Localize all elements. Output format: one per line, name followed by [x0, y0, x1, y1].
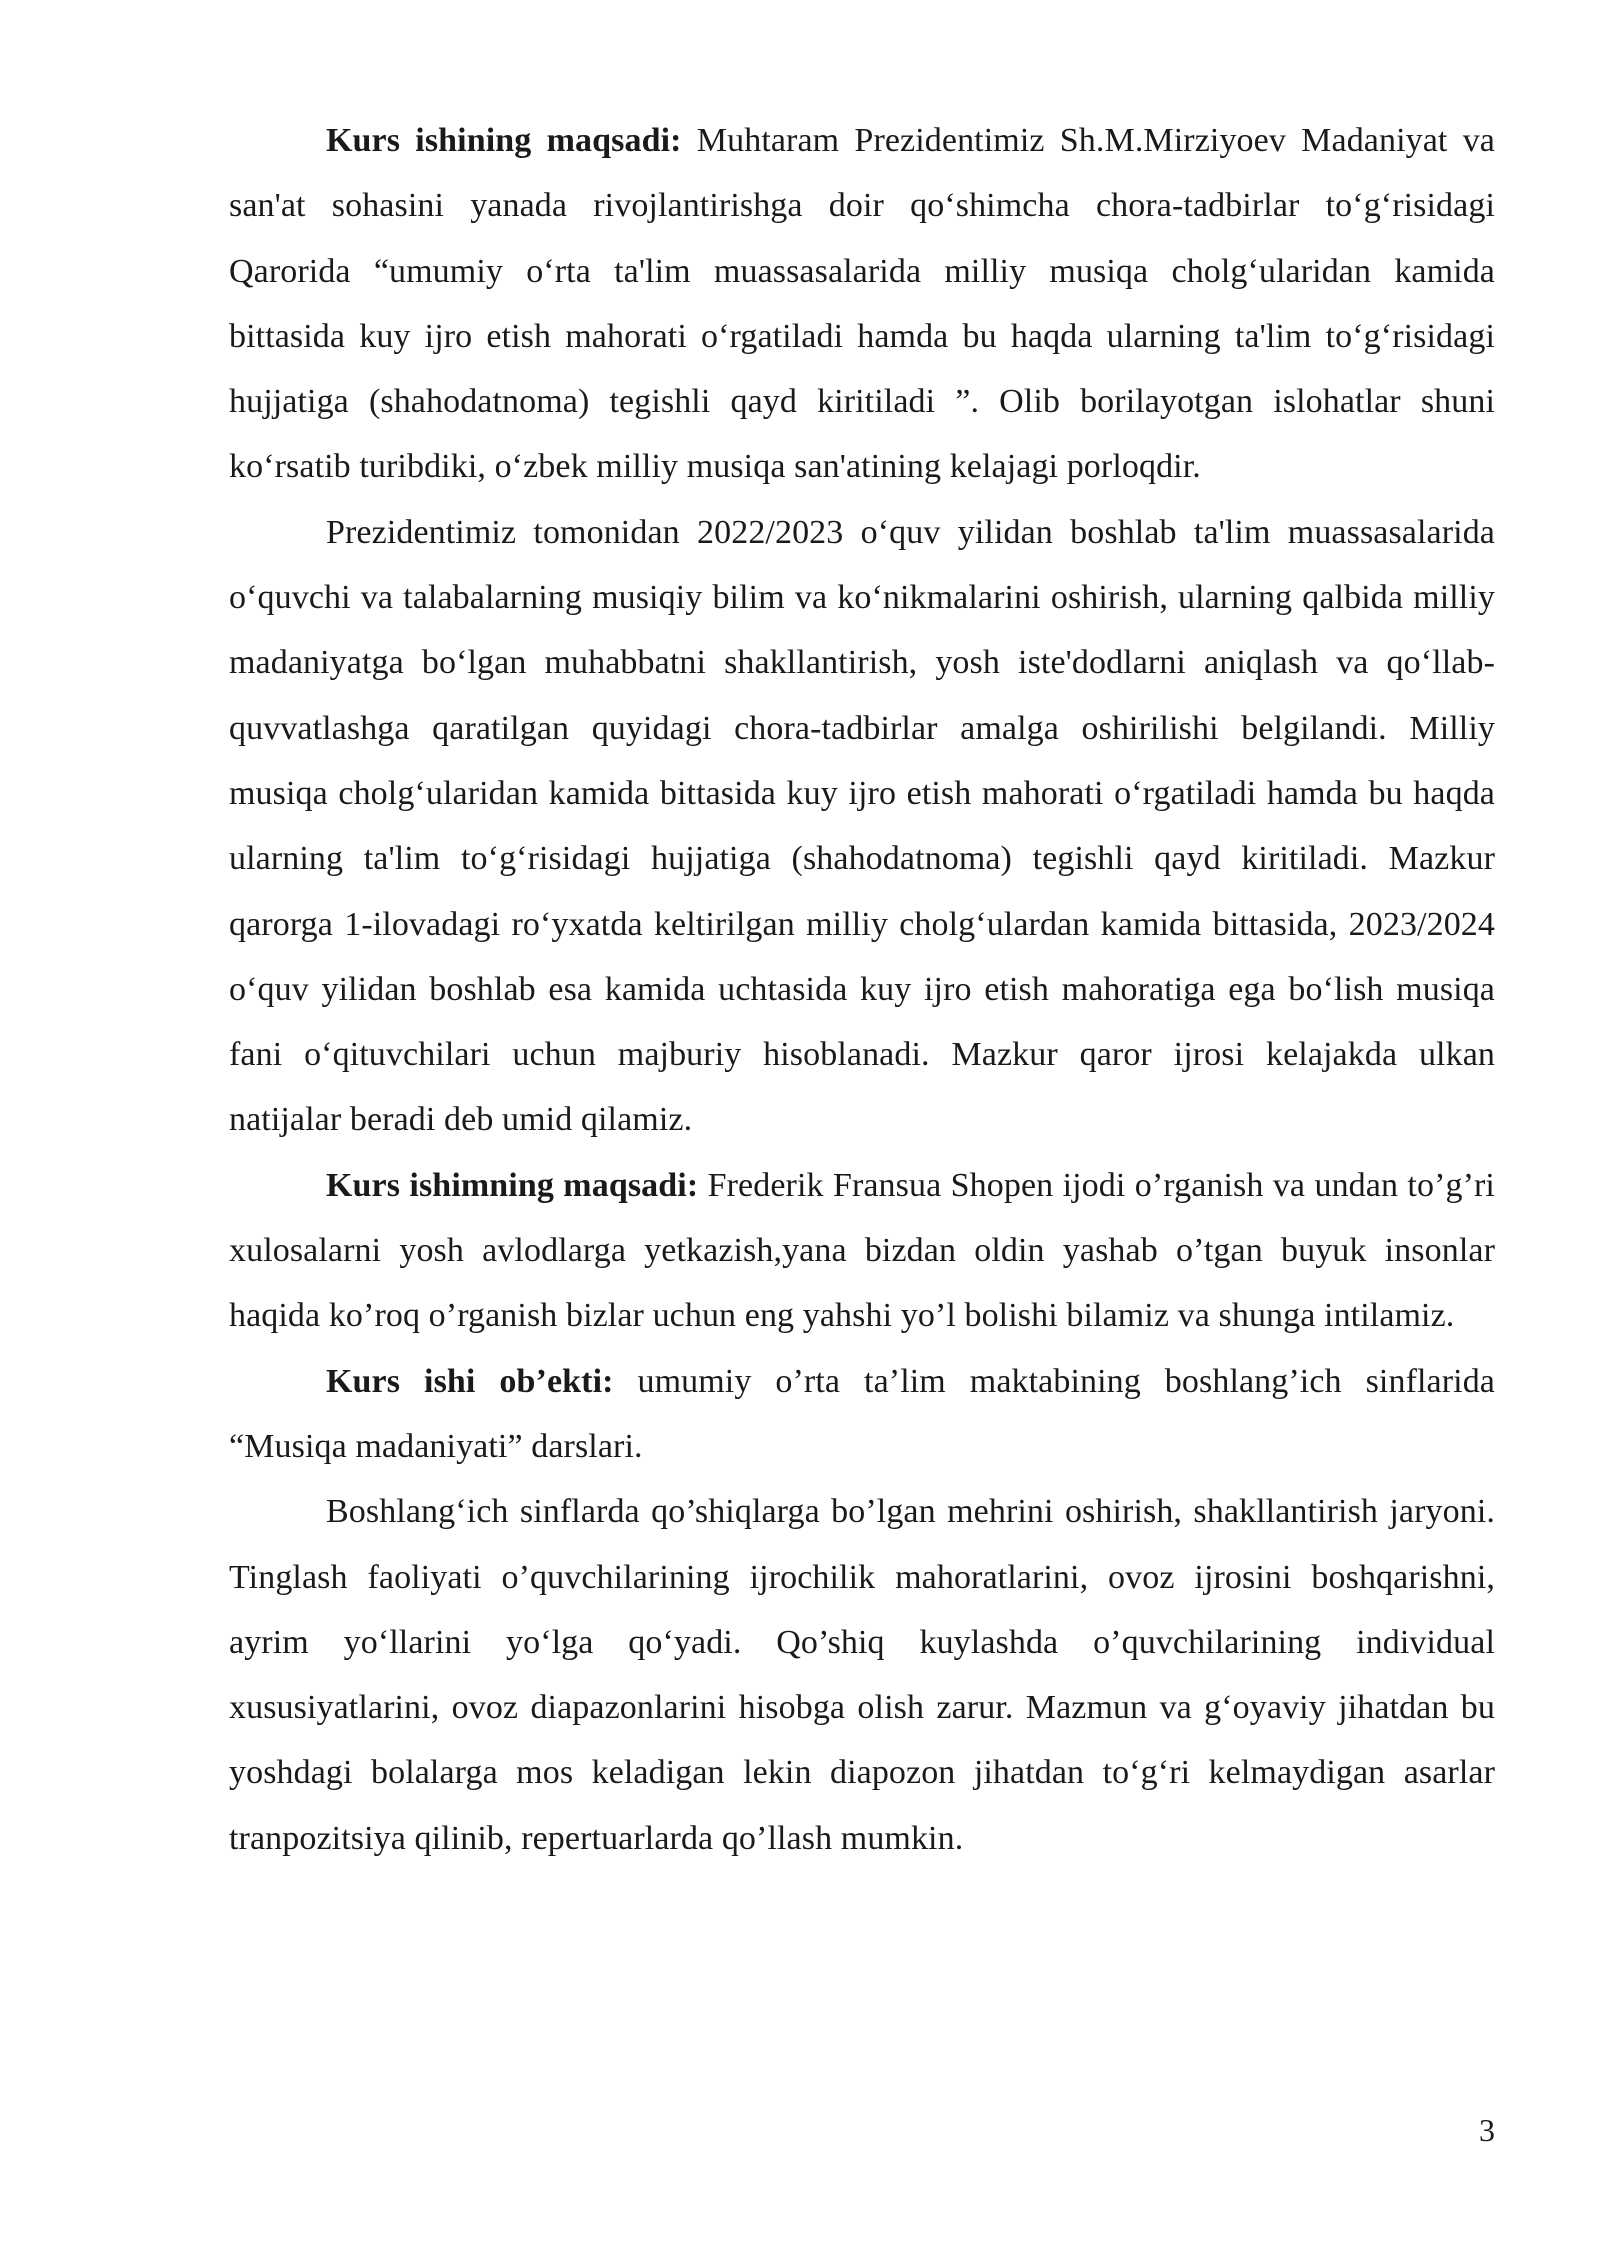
paragraph-president-decree: [229, 500, 1495, 1153]
paragraph-lead-label: Kurs ishi ob’ekti:: [326, 1362, 614, 1400]
paragraph-lead-label: Kurs ishining maqsadi:: [326, 122, 682, 159]
page-number: 3: [1479, 2112, 1495, 2148]
paragraph-lead-label: Kurs ishimning maqsadi:: [326, 1166, 699, 1204]
paragraph-my-course-goal: [229, 1153, 1495, 1349]
paragraph-text: Frederik Fransua Shopen ijodi o’rganish va undan to’g’ri xulosalarni yosh avlodlarga yetkazish,yana bizdan oldin yashab o’tgan buyuk insonlar haqida ko’roq o’rganish bizlar uchun eng yahshi yo’l bolishi bilamiz va shunga intilamiz.: [229, 1166, 1495, 1335]
document-body: [229, 108, 1495, 1871]
paragraph-text: Muhtaram Prezidentimiz Sh.M.Mirziyoev Madaniyat va san'at sohasini yanada rivojlantirishga doir qo‘shimcha chora-tadbirlar to‘g‘risidagi Qarorida “umumiy o‘rta ta'lim muassasalarida milliy musiqa cholg‘ularidan kamida bittasida kuy ijro etish mahorati o‘rgatiladi hamda bu haqda ularning ta'lim to‘g‘risidagi hujjatiga (shahodatnoma) tegishli qayd kiritiladi ”. Olib borilayotgan islohatlar shuni ko‘rsatib turibdiki, o‘zbek milliy musiqa san'atining kelajagi porloqdir.: [229, 122, 1495, 486]
paragraph-text: umumiy o’rta ta’lim maktabining boshlang’ich sinflarida “Musiqa madaniyati” darslari.: [229, 1362, 1495, 1465]
paragraph-course-object: [229, 1349, 1495, 1480]
paragraph-course-goal: [229, 108, 1495, 500]
paragraph-text: Prezidentimiz tomonidan 2022/2023 o‘quv yilidan boshlab ta'lim muassasalarida o‘quvchi va talabalarning musiqiy bilim va ko‘nikmalarini oshirish, ularning qalbida milliy madaniyatga bo‘lgan muhabbatni shakllantirish, yosh iste'dodlarni aniqlash va qo‘llab-quvvatlashga qaratilgan quyidagi chora-tadbirlar amalga oshirilishi belgilandi. Milliy musiqa cholg‘ularidan kamida bittasida kuy ijro etish mahorati o‘rgatiladi hamda bu haqda ularning ta'lim to‘g‘risidagi hujjatiga (shahodatnoma) tegishli qayd kiritiladi. Mazkur qarorga 1-ilovadagi ro‘yxatda keltirilgan milliy cholg‘ulardan kamida bittasida, 2023/2024 o‘quv yilidan boshlab esa kamida uchtasida kuy ijro etish mahoratiga ega bo‘lish musiqa fani o‘qituvchilari uchun majburiy hisoblanadi. Mazkur qaror ijrosi kelajakda ulkan natijalar beradi deb umid qilamiz.: [229, 513, 1495, 1139]
paragraph-primary-classes: [229, 1479, 1495, 1871]
paragraph-text: Boshlang‘ich sinflarda qo’shiqlarga bo’lgan mehrini oshirish, shakllantirish jaryoni. Tinglash faoliyati o’quvchilarining ijrochilik mahoratlarini, ovoz ijrosini boshqarishni, ayrim yo‘llarini yo‘lga qo‘yadi. Qo’shiq kuylashda o’quvchilarining individual xususiyatlarini, ovoz diapazonlarini hisobga olish zarur. Mazmun va g‘oyaviy jihatdan bu yoshdagi bolalarga mos keladigan lekin diapozon jihatdan to‘g‘ri kelmaydigan asarlar tranpozitsiya qilinib, repertuarlarda qo’llash mumkin.: [229, 1493, 1495, 1857]
